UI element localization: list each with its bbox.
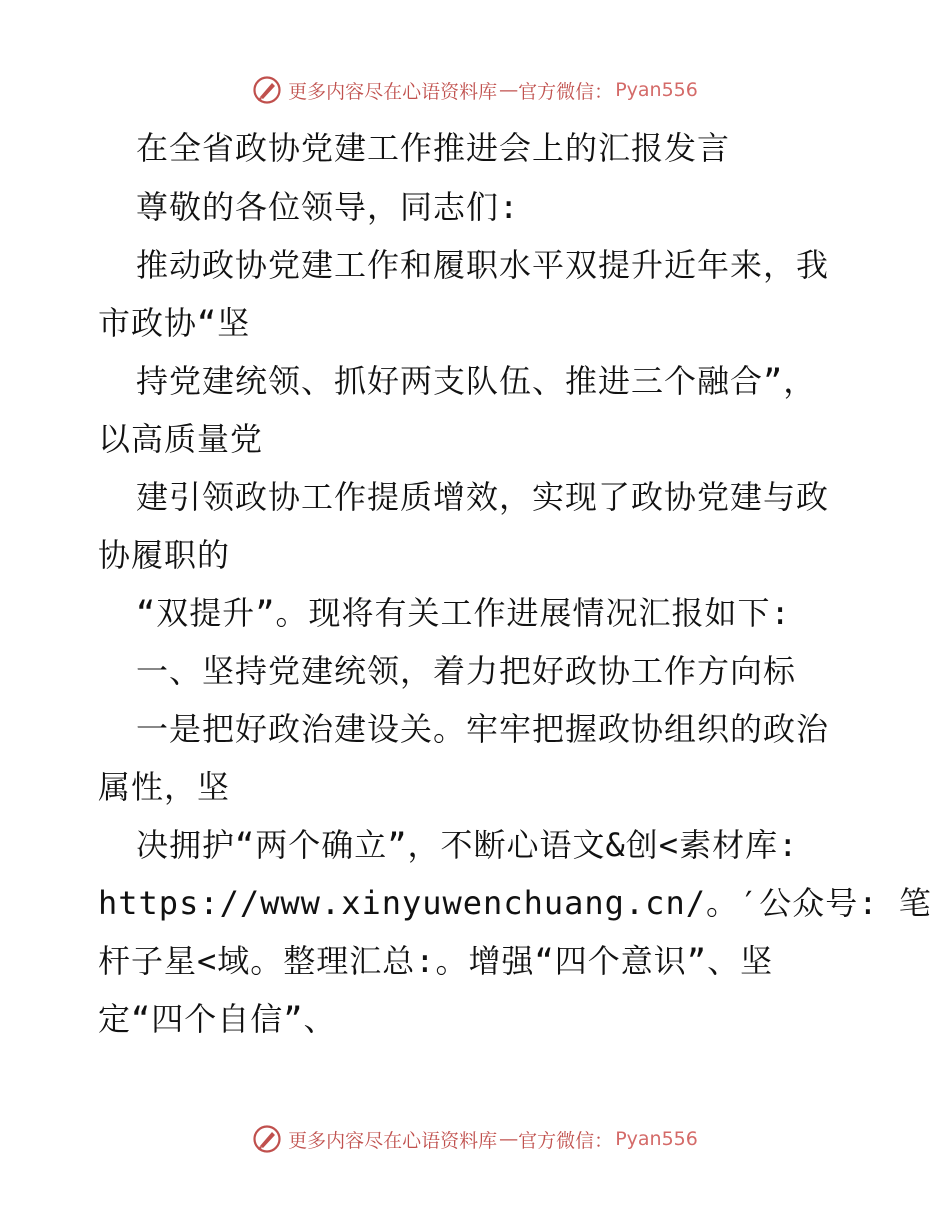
watermark-wechat-id: Pyan556 bbox=[615, 79, 698, 101]
watermark-wechat-id: Pyan556 bbox=[615, 1128, 698, 1150]
paragraph-line: https://www.xinyuwenchuang.cn/。′公众号: 笔 bbox=[98, 884, 932, 922]
paragraph-line: 协履职的 bbox=[98, 536, 231, 574]
document-title: 在全省政协党建工作推进会上的汇报发言 bbox=[136, 129, 731, 167]
paragraph-line: 推动政协党建工作和履职水平双提升近年来，我 bbox=[136, 246, 830, 284]
watermark-site-text: 更多内容尽在心语资料库 bbox=[288, 1129, 498, 1152]
paragraph-line: 决拥护“两个确立”，不断心语文&创<素材库: bbox=[136, 826, 799, 864]
paragraph-line: 持党建统领、抓好两支队伍、推进三个融合”， bbox=[136, 362, 817, 400]
watermark-dash: — bbox=[499, 79, 517, 101]
quill-pen-in-circle-icon bbox=[252, 75, 282, 105]
footer-watermark bbox=[0, 1121, 950, 1157]
paragraph-line: 属性，坚 bbox=[98, 768, 231, 806]
paragraph-line: 市政协“坚 bbox=[98, 304, 251, 342]
salutation: 尊敬的各位领导，同志们: bbox=[136, 188, 520, 226]
paragraph-line: 杆子星<域。整理汇总:。增强“四个意识”、坚 bbox=[98, 942, 774, 980]
header-watermark bbox=[0, 72, 950, 108]
watermark-site-text: 更多内容尽在心语资料库 bbox=[288, 80, 498, 103]
paragraph-line: 定“四个自信”、 bbox=[98, 1000, 337, 1038]
section-heading: 一、坚持党建统领，着力把好政协工作方向标 bbox=[136, 652, 797, 690]
quill-pen-in-circle-icon bbox=[252, 1124, 282, 1154]
paragraph-line: “双提升”。现将有关工作进展情况汇报如下: bbox=[136, 594, 791, 632]
watermark-label: 官方微信： bbox=[518, 1129, 614, 1152]
paragraph-line: 一是把好政治建设关。牢牢把握政协组织的政治 bbox=[136, 710, 830, 748]
watermark-dash: — bbox=[499, 1128, 517, 1150]
paragraph-line: 建引领政协工作提质增效，实现了政协党建与政 bbox=[136, 478, 830, 516]
paragraph-line: 以高质量党 bbox=[98, 420, 264, 458]
watermark-label: 官方微信： bbox=[518, 80, 614, 103]
